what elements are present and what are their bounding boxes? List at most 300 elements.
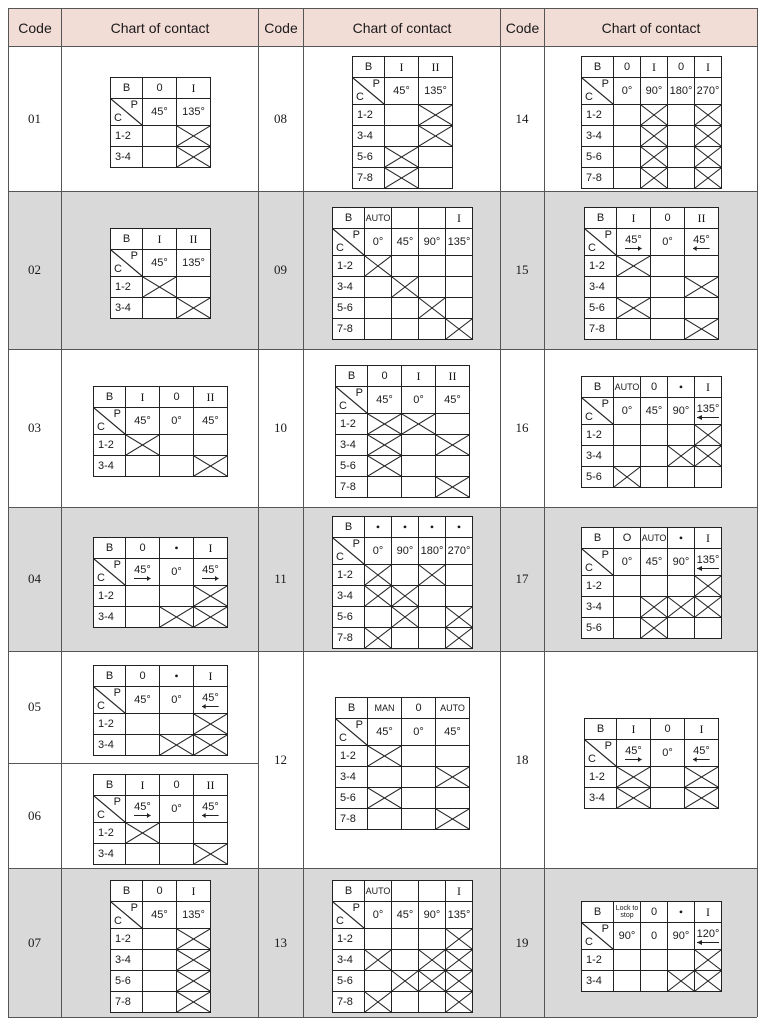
- contact-open-cell: [614, 105, 641, 126]
- position-label: I: [194, 666, 228, 687]
- b-label: B: [111, 229, 143, 250]
- cp-diagonal-cell: [582, 549, 614, 576]
- c-label: C: [588, 753, 596, 765]
- position-label: MAN: [368, 698, 402, 719]
- contact-open-cell: [392, 992, 419, 1013]
- c-label: C: [336, 915, 344, 927]
- contact-diagram-08: [352, 56, 453, 189]
- p-label: P: [113, 408, 121, 420]
- contact-row: [582, 126, 722, 147]
- position-label: I: [126, 775, 160, 796]
- contact-closed-mark: [160, 607, 194, 628]
- angle-text: 0°: [662, 746, 673, 759]
- contact-row: [336, 767, 470, 788]
- contact-open-cell: [194, 435, 228, 456]
- code-label: 07: [28, 934, 41, 950]
- contact-row: [333, 929, 473, 950]
- grid-line: [8, 191, 757, 192]
- contact-row: [333, 607, 473, 628]
- contact-closed-mark: [668, 971, 695, 992]
- angle-label: [177, 99, 211, 126]
- contact-pair-label: 3-4: [94, 735, 126, 756]
- contact-row: [582, 147, 722, 168]
- contact-closed-mark: [419, 950, 446, 971]
- contact-open-cell: [419, 586, 446, 607]
- contact-open-cell: [126, 607, 160, 628]
- angle-label: [641, 549, 668, 576]
- position-label: II: [419, 57, 453, 78]
- contact-pair-label: 5-6: [336, 456, 368, 477]
- angle-text: 45°: [645, 555, 663, 568]
- contact-closed-mark: [446, 929, 473, 950]
- contact-open-cell: [392, 256, 419, 277]
- cp-diagonal-cell: [94, 796, 126, 823]
- contact-open-cell: [651, 256, 685, 277]
- contact-pair-label: 3-4: [582, 597, 614, 618]
- angle-text: 45°: [134, 414, 151, 427]
- contact-row: [111, 126, 211, 147]
- contact-open-cell: [419, 319, 446, 340]
- angle-label: [668, 549, 695, 576]
- contact-row: [585, 298, 719, 319]
- position-label: I: [446, 208, 473, 229]
- grid-line: [8, 1017, 757, 1018]
- grid-line: [8, 651, 757, 652]
- contact-pair-label: 3-4: [336, 767, 368, 788]
- contact-row: [353, 168, 453, 189]
- contact-row: [333, 628, 473, 649]
- contact-pair-label: 7-8: [585, 319, 617, 340]
- contact-closed-mark: [617, 788, 651, 809]
- angle-text: 45°: [134, 564, 151, 576]
- arrow-left-icon: [697, 555, 720, 569]
- arrow-right-icon: [625, 746, 642, 760]
- b-label: B: [336, 698, 368, 719]
- contact-closed-mark: [177, 929, 211, 950]
- arrow-left-icon: [202, 693, 219, 707]
- contact-row: [111, 147, 211, 168]
- contact-pair-label: 1-2: [94, 714, 126, 735]
- code-label: 09: [274, 262, 287, 277]
- contact-open-cell: [365, 319, 392, 340]
- angle-text: 45°: [625, 234, 642, 246]
- angle-text: 45°: [151, 256, 168, 269]
- angle-text: 0: [650, 929, 658, 942]
- contact-closed-mark: [194, 844, 228, 865]
- b-label: B: [585, 719, 617, 740]
- contact-row: [582, 597, 722, 618]
- angle-text: 90°: [672, 929, 690, 942]
- contact-pair-label: 1-2: [582, 950, 614, 971]
- position-label: Lock to stop: [614, 902, 641, 923]
- c-label: C: [585, 936, 593, 948]
- position-label: 0: [160, 775, 194, 796]
- contact-closed-mark: [392, 277, 419, 298]
- contact-pair-label: 5-6: [582, 467, 614, 488]
- contact-closed-mark: [614, 467, 641, 488]
- contact-row: [585, 767, 719, 788]
- contact-diagram-13: [332, 880, 473, 1013]
- contact-row: [333, 565, 473, 586]
- contact-closed-mark: [194, 586, 228, 607]
- contact-pair-label: 1-2: [336, 414, 368, 435]
- contact-open-cell: [126, 714, 160, 735]
- contact-open-cell: [668, 168, 695, 189]
- angle-label: [436, 387, 470, 414]
- p-label: P: [372, 78, 380, 90]
- code-label: 18: [515, 751, 529, 767]
- angle-text: 0°: [171, 802, 182, 815]
- angle-label: [143, 250, 177, 277]
- angle-text: 90°: [423, 908, 441, 921]
- b-label: B: [585, 208, 617, 229]
- contact-closed-mark: [177, 971, 211, 992]
- contact-closed-mark: [446, 628, 473, 649]
- contact-open-cell: [651, 298, 685, 319]
- arrow-right-icon: [134, 565, 151, 579]
- contact-pair-label: 1-2: [111, 929, 143, 950]
- position-label: II: [194, 387, 228, 408]
- contact-open-cell: [419, 992, 446, 1013]
- angle-label: [614, 78, 641, 105]
- angle-label: [641, 923, 668, 950]
- contact-open-cell: [614, 950, 641, 971]
- contact-row: [585, 788, 719, 809]
- contact-closed-mark: [126, 435, 160, 456]
- contact-closed-mark: [194, 714, 228, 735]
- contact-row: [111, 298, 211, 319]
- contact-closed-mark: [641, 597, 668, 618]
- contact-open-cell: [651, 767, 685, 788]
- contact-open-cell: [419, 277, 446, 298]
- position-label: 0: [368, 366, 402, 387]
- contact-row: [582, 467, 722, 488]
- arrow-left-icon: [202, 802, 219, 816]
- angle-text: 0°: [621, 84, 633, 97]
- position-label: I: [695, 57, 722, 78]
- contact-open-cell: [668, 618, 695, 639]
- c-label: C: [585, 411, 593, 423]
- contact-diagram-02: [110, 228, 211, 319]
- contact-row: [336, 788, 470, 809]
- angle-label: [126, 796, 160, 823]
- angle-text: 45°: [202, 414, 219, 427]
- b-label: B: [111, 881, 143, 902]
- position-label: I: [695, 377, 722, 398]
- contact-row: [111, 277, 211, 298]
- contact-closed-mark: [446, 971, 473, 992]
- angle-text: 45°: [376, 393, 393, 406]
- angle-text: 45°: [693, 745, 710, 757]
- angle-label: [365, 902, 392, 929]
- contact-pair-label: 7-8: [582, 168, 614, 189]
- contact-open-cell: [695, 618, 722, 639]
- angle-label: [160, 687, 194, 714]
- contact-open-cell: [651, 319, 685, 340]
- angle-text: 45°: [396, 908, 414, 921]
- position-label: •: [668, 528, 695, 549]
- position-label: AUTO: [436, 698, 470, 719]
- contact-pair-label: 7-8: [353, 168, 385, 189]
- angle-label: [177, 902, 211, 929]
- contact-closed-mark: [695, 105, 722, 126]
- header-code-cell: Code: [258, 8, 304, 47]
- contact-open-cell: [365, 971, 392, 992]
- p-label: P: [355, 387, 363, 399]
- c-label: C: [339, 400, 347, 412]
- contact-closed-mark: [177, 992, 211, 1013]
- angle-label: [368, 719, 402, 746]
- angle-label: [419, 902, 446, 929]
- contact-closed-mark: [368, 456, 402, 477]
- contact-closed-mark: [365, 628, 392, 649]
- angle-label: [392, 229, 419, 256]
- c-label: C: [339, 732, 347, 744]
- contact-open-cell: [143, 950, 177, 971]
- contact-closed-mark: [365, 565, 392, 586]
- header-chart-cell: Chart of contact: [303, 8, 501, 47]
- arrow-left-icon: [693, 746, 710, 760]
- contact-row: [94, 456, 228, 477]
- contact-closed-mark: [617, 256, 651, 277]
- contact-row: [111, 929, 211, 950]
- arrow-left-icon: [697, 929, 720, 943]
- b-label: B: [336, 366, 368, 387]
- position-label: [419, 881, 446, 902]
- b-label: B: [94, 666, 126, 687]
- contact-pair-label: 7-8: [333, 319, 365, 340]
- angle-text: 90°: [423, 235, 441, 248]
- contact-row: [585, 277, 719, 298]
- contact-row: [94, 844, 228, 865]
- contact-row: [94, 714, 228, 735]
- contact-row: [336, 435, 470, 456]
- contact-row: [585, 319, 719, 340]
- arrow-right-icon: [134, 802, 151, 816]
- position-label: II: [436, 366, 470, 387]
- arrow-right-icon: [625, 235, 642, 249]
- contact-closed-mark: [365, 586, 392, 607]
- contact-closed-mark: [436, 435, 470, 456]
- position-label: AUTO: [365, 881, 392, 902]
- contact-open-cell: [419, 256, 446, 277]
- angle-label: [614, 549, 641, 576]
- angle-text: 45°: [202, 564, 219, 576]
- angle-text: 45°: [151, 105, 168, 118]
- contact-open-cell: [160, 435, 194, 456]
- angle-text: 90°: [672, 404, 690, 417]
- contact-closed-mark: [368, 414, 402, 435]
- contact-open-cell: [160, 823, 194, 844]
- contact-pair-label: 1-2: [333, 929, 365, 950]
- c-label: C: [585, 562, 593, 574]
- contact-closed-mark: [194, 456, 228, 477]
- arrow-right-icon: [202, 565, 219, 579]
- angle-label: [194, 408, 228, 435]
- contact-open-cell: [614, 168, 641, 189]
- angle-text: 135°: [182, 105, 205, 118]
- contact-row: [333, 319, 473, 340]
- contact-row: [353, 147, 453, 168]
- p-label: P: [352, 229, 360, 241]
- angle-label: [695, 398, 722, 425]
- contact-closed-mark: [392, 607, 419, 628]
- angle-label: [617, 740, 651, 767]
- contact-row: [353, 105, 453, 126]
- contact-open-cell: [446, 298, 473, 319]
- contact-open-cell: [392, 565, 419, 586]
- contact-open-cell: [641, 467, 668, 488]
- cp-diagonal-cell: [582, 923, 614, 950]
- contact-closed-mark: [385, 147, 419, 168]
- contact-closed-mark: [685, 277, 719, 298]
- p-label: P: [352, 538, 360, 550]
- contact-diagram-14: [581, 56, 722, 189]
- angle-label: [641, 78, 668, 105]
- p-label: P: [604, 740, 612, 752]
- position-label: II: [685, 208, 719, 229]
- contact-pair-label: 1-2: [582, 105, 614, 126]
- angle-label: [392, 902, 419, 929]
- angle-label: [695, 923, 722, 950]
- contact-closed-mark: [695, 147, 722, 168]
- angle-label: [651, 740, 685, 767]
- p-label: P: [352, 902, 360, 914]
- position-label: I: [177, 881, 211, 902]
- contact-pair-label: 3-4: [582, 446, 614, 467]
- angle-text: 270°: [696, 84, 720, 97]
- contact-open-cell: [436, 456, 470, 477]
- angle-label: [365, 229, 392, 256]
- contact-open-cell: [651, 277, 685, 298]
- contact-open-cell: [685, 256, 719, 277]
- contact-pair-label: 1-2: [111, 126, 143, 147]
- contact-pair-label: 5-6: [333, 298, 365, 319]
- angle-text: 270°: [447, 544, 471, 557]
- c-label: C: [97, 572, 105, 584]
- position-label: I: [617, 719, 651, 740]
- contact-diagram-12: [335, 697, 470, 830]
- contact-open-cell: [446, 586, 473, 607]
- cp-diagonal-cell: [333, 229, 365, 256]
- contact-pair-label: 3-4: [111, 147, 143, 168]
- contact-open-cell: [436, 788, 470, 809]
- contact-row: [582, 105, 722, 126]
- code-label: 11: [274, 571, 287, 586]
- angle-text: 0°: [171, 693, 182, 706]
- angle-label: [143, 902, 177, 929]
- contact-open-cell: [368, 767, 402, 788]
- contact-pair-label: 5-6: [336, 788, 368, 809]
- contact-closed-mark: [695, 971, 722, 992]
- contact-closed-mark: [419, 298, 446, 319]
- contact-closed-mark: [685, 319, 719, 340]
- contact-diagram-07: [110, 880, 211, 1013]
- contact-row: [94, 823, 228, 844]
- contact-closed-mark: [695, 425, 722, 446]
- contact-pair-label: 3-4: [111, 950, 143, 971]
- position-label: O: [614, 528, 641, 549]
- cp-diagonal-cell: [94, 559, 126, 586]
- contact-closed-mark: [641, 147, 668, 168]
- code-label: 12: [274, 751, 287, 767]
- contact-row: [333, 277, 473, 298]
- contact-pair-label: 3-4: [582, 971, 614, 992]
- angle-text: 135°: [447, 908, 471, 921]
- contact-row: [336, 414, 470, 435]
- cp-diagonal-cell: [111, 99, 143, 126]
- contact-row: [94, 607, 228, 628]
- angle-text: 90°: [396, 544, 414, 557]
- angle-label: [695, 549, 722, 576]
- angle-label: [446, 902, 473, 929]
- p-label: P: [113, 687, 121, 699]
- angle-label: [419, 229, 446, 256]
- contact-diagram-01: [110, 77, 211, 168]
- contact-closed-mark: [419, 126, 453, 147]
- contact-open-cell: [177, 277, 211, 298]
- contact-open-cell: [160, 844, 194, 865]
- contact-pair-label: 3-4: [333, 277, 365, 298]
- position-label: •: [160, 666, 194, 687]
- contact-open-cell: [668, 467, 695, 488]
- contact-pair-label: 1-2: [111, 277, 143, 298]
- contact-diagram-03: [93, 386, 228, 477]
- contact-open-cell: [392, 319, 419, 340]
- angle-text: 135°: [447, 235, 471, 248]
- angle-label: [160, 408, 194, 435]
- contact-open-cell: [143, 126, 177, 147]
- contact-pair-label: 5-6: [353, 147, 385, 168]
- position-label: [419, 208, 446, 229]
- angle-text: 45°: [444, 725, 461, 738]
- contact-closed-mark: [685, 767, 719, 788]
- angle-label: [143, 99, 177, 126]
- grid-line: [757, 46, 758, 1017]
- b-label: B: [94, 775, 126, 796]
- angle-text: 45°: [396, 235, 414, 248]
- contact-closed-mark: [446, 992, 473, 1013]
- contact-row: [353, 126, 453, 147]
- contact-open-cell: [126, 844, 160, 865]
- contact-open-cell: [402, 456, 436, 477]
- position-label: •: [392, 517, 419, 538]
- angle-text: 0°: [413, 393, 424, 406]
- angle-text: 135°: [182, 908, 205, 921]
- contact-open-cell: [641, 446, 668, 467]
- angle-label: [126, 408, 160, 435]
- cp-diagonal-cell: [582, 78, 614, 105]
- angle-label: [668, 398, 695, 425]
- contact-closed-mark: [695, 597, 722, 618]
- c-label: C: [114, 112, 122, 124]
- contact-row: [336, 477, 470, 498]
- code-label: 10: [274, 420, 287, 435]
- contact-row: [333, 950, 473, 971]
- contact-closed-mark: [641, 105, 668, 126]
- position-label: I: [685, 719, 719, 740]
- contact-closed-mark: [419, 565, 446, 586]
- contact-pair-label: 5-6: [333, 607, 365, 628]
- contact-closed-mark: [695, 950, 722, 971]
- angle-text: 135°: [696, 403, 720, 415]
- contact-closed-mark: [160, 735, 194, 756]
- position-label: I: [177, 78, 211, 99]
- angle-text: 45°: [625, 745, 642, 757]
- contact-closed-mark: [641, 126, 668, 147]
- c-label: C: [114, 915, 122, 927]
- contact-row: [111, 971, 211, 992]
